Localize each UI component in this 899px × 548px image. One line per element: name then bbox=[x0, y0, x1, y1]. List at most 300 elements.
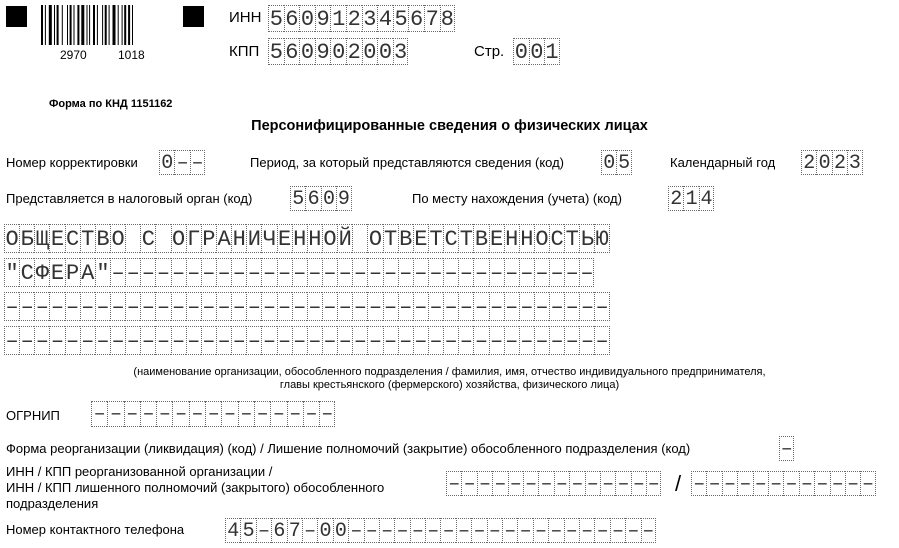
char-cell: – bbox=[383, 326, 398, 355]
char-cell: О bbox=[367, 224, 382, 253]
char-cell: – bbox=[231, 326, 246, 355]
phone-label: Номер контактного телефона bbox=[6, 522, 185, 537]
char-cell: – bbox=[443, 258, 458, 287]
barcode-bar bbox=[105, 5, 107, 45]
char-cell: – bbox=[549, 292, 564, 321]
char-cell: Б bbox=[19, 224, 34, 253]
char-cell: – bbox=[458, 292, 473, 321]
char-cell: – bbox=[186, 292, 201, 321]
inn-label: ИНН bbox=[229, 9, 262, 26]
char-cell: – bbox=[261, 258, 276, 287]
char-cell: Р bbox=[65, 258, 80, 287]
char-cell: – bbox=[594, 326, 609, 355]
char-cell: 2 bbox=[832, 150, 847, 175]
char-cell: Е bbox=[277, 224, 292, 253]
char-cell: – bbox=[446, 471, 461, 496]
barcode-bar bbox=[122, 5, 123, 45]
char-cell: 6 bbox=[271, 518, 286, 543]
char-cell: 0 bbox=[300, 40, 315, 65]
ogrnip-label: ОГРНИП bbox=[6, 408, 60, 423]
char-cell: – bbox=[49, 326, 64, 355]
reorg-grid[interactable] bbox=[779, 436, 794, 461]
char-cell: – bbox=[246, 258, 261, 287]
correction-grid[interactable] bbox=[159, 150, 205, 175]
location-grid[interactable] bbox=[668, 186, 714, 211]
char-cell: Щ bbox=[34, 224, 49, 253]
char-cell: – bbox=[307, 258, 322, 287]
char-cell: – bbox=[625, 518, 640, 543]
char-cell: – bbox=[201, 326, 216, 355]
char-cell: – bbox=[519, 292, 534, 321]
char-cell: – bbox=[125, 292, 140, 321]
char-cell: – bbox=[456, 518, 471, 543]
char-cell: – bbox=[140, 326, 155, 355]
char-cell: Е bbox=[49, 224, 64, 253]
char-cell: – bbox=[398, 292, 413, 321]
char-cell: – bbox=[458, 258, 473, 287]
char-cell: – bbox=[270, 401, 286, 427]
org-name-caption-line-2: главы крестьянского (фермерского) хозяйства, физического лица) bbox=[279, 379, 620, 391]
char-cell: Н bbox=[292, 224, 307, 253]
char-cell: – bbox=[302, 518, 317, 543]
char-cell: 0 bbox=[816, 150, 831, 175]
barcode-bar bbox=[81, 5, 84, 45]
char-cell: – bbox=[367, 326, 382, 355]
char-cell: 2 bbox=[801, 150, 816, 175]
char-cell: – bbox=[477, 471, 492, 496]
char-cell: – bbox=[352, 258, 367, 287]
char-cell: 5 bbox=[269, 40, 283, 65]
inn-grid[interactable] bbox=[268, 5, 455, 32]
char-cell: – bbox=[322, 292, 337, 321]
char-cell: – bbox=[845, 471, 860, 496]
char-cell: – bbox=[548, 518, 563, 543]
char-cell: – bbox=[124, 401, 140, 427]
char-cell: – bbox=[642, 520, 655, 543]
char-cell: – bbox=[95, 292, 110, 321]
barcode-bar bbox=[128, 5, 130, 45]
char-cell: Т bbox=[80, 224, 95, 253]
char-cell: – bbox=[519, 258, 534, 287]
corner-marker-right bbox=[183, 6, 204, 27]
char-cell bbox=[352, 224, 367, 253]
char-cell: – bbox=[489, 326, 504, 355]
char-cell: 9 bbox=[337, 188, 350, 211]
char-cell: 9 bbox=[316, 40, 330, 65]
char-cell: – bbox=[471, 518, 486, 543]
org-name-row-2[interactable] bbox=[4, 258, 594, 287]
char-cell: – bbox=[379, 518, 394, 543]
char-cell: – bbox=[34, 292, 49, 321]
char-cell: – bbox=[140, 401, 156, 427]
char-cell: – bbox=[125, 258, 140, 287]
char-cell: 0 bbox=[530, 40, 544, 65]
char-cell: – bbox=[814, 471, 829, 496]
char-cell: – bbox=[504, 292, 519, 321]
char-cell: – bbox=[4, 292, 19, 321]
char-cell: – bbox=[722, 471, 737, 496]
char-cell: – bbox=[231, 258, 246, 287]
kpp-grid[interactable] bbox=[268, 38, 408, 65]
char-cell: – bbox=[768, 471, 783, 496]
char-cell: – bbox=[246, 292, 261, 321]
char-cell: 5 bbox=[394, 7, 408, 32]
char-cell: – bbox=[549, 326, 564, 355]
char-cell: – bbox=[49, 292, 64, 321]
form-code: Форма по КНД 1151162 bbox=[49, 98, 173, 110]
char-cell: 0 bbox=[601, 150, 616, 175]
char-cell: – bbox=[110, 292, 125, 321]
char-cell: – bbox=[461, 471, 476, 496]
char-cell: 8 bbox=[440, 7, 454, 32]
reorg-separator: / bbox=[675, 471, 682, 496]
barcode-bar bbox=[45, 5, 46, 45]
char-cell: – bbox=[348, 518, 363, 543]
period-label: Период, за который представляются сведения (код) bbox=[250, 155, 565, 170]
char-cell: Н bbox=[519, 224, 534, 253]
char-cell: Р bbox=[201, 224, 216, 253]
barcode-bar bbox=[67, 5, 68, 45]
char-cell: – bbox=[502, 518, 517, 543]
char-cell: – bbox=[110, 326, 125, 355]
char-cell: Ю bbox=[594, 224, 609, 253]
char-cell: – bbox=[125, 326, 140, 355]
char-cell: – bbox=[519, 326, 534, 355]
char-cell: – bbox=[473, 258, 488, 287]
char-cell: 5 bbox=[269, 7, 283, 32]
char-cell: – bbox=[428, 258, 443, 287]
char-cell: – bbox=[155, 326, 170, 355]
char-cell: С bbox=[140, 224, 155, 253]
ogrnip-grid[interactable] bbox=[91, 401, 335, 427]
location-label: По месту нахождения (учета) (код) bbox=[412, 191, 622, 206]
page-label: Стр. bbox=[474, 43, 505, 60]
char-cell: В bbox=[95, 224, 110, 253]
char-cell: – bbox=[292, 292, 307, 321]
char-cell: – bbox=[780, 438, 793, 461]
barcode-bar bbox=[113, 5, 116, 45]
char-cell: 6 bbox=[285, 7, 299, 32]
char-cell: – bbox=[394, 518, 409, 543]
org-name-row-3[interactable] bbox=[4, 292, 610, 321]
barcode-bar bbox=[54, 5, 55, 45]
char-cell: – bbox=[517, 518, 532, 543]
char-cell: 2 bbox=[668, 186, 683, 211]
reorg-kpp-grid[interactable] bbox=[691, 471, 876, 496]
char-cell: – bbox=[523, 471, 538, 496]
char-cell: А bbox=[80, 258, 95, 287]
char-cell: – bbox=[533, 518, 548, 543]
char-cell: – bbox=[205, 401, 221, 427]
char-cell: – bbox=[398, 326, 413, 355]
char-cell: – bbox=[287, 401, 303, 427]
char-cell: – bbox=[569, 471, 584, 496]
char-cell: – bbox=[292, 258, 307, 287]
char-cell: – bbox=[413, 326, 428, 355]
org-name-row-4[interactable] bbox=[4, 326, 610, 355]
reorg-inn-grid[interactable] bbox=[446, 471, 661, 496]
char-cell: – bbox=[277, 292, 292, 321]
char-cell: 0 bbox=[378, 40, 393, 65]
char-cell: – bbox=[489, 292, 504, 321]
char-cell: – bbox=[410, 518, 425, 543]
char-cell: – bbox=[579, 292, 594, 321]
char-cell: – bbox=[171, 292, 186, 321]
tax-authority-grid[interactable] bbox=[290, 186, 352, 211]
char-cell: – bbox=[830, 471, 845, 496]
reorg-inn-label-3: подразделения bbox=[6, 496, 99, 511]
char-cell: – bbox=[861, 473, 874, 496]
char-cell: – bbox=[367, 292, 382, 321]
char-cell: – bbox=[443, 326, 458, 355]
reorg-label: Форма реорганизации (ликвидация) (код) / Лишение полномочий (закрытие) обособленного подразделения (код) bbox=[6, 441, 691, 456]
char-cell: – bbox=[737, 471, 752, 496]
char-cell: О bbox=[110, 224, 125, 253]
char-cell: 5 bbox=[618, 152, 631, 175]
char-cell: – bbox=[398, 258, 413, 287]
char-cell: 2 bbox=[347, 7, 361, 32]
char-cell: С bbox=[65, 224, 80, 253]
char-cell: Т bbox=[428, 224, 443, 253]
char-cell: Ь bbox=[579, 224, 594, 253]
char-cell: 0 bbox=[363, 40, 377, 65]
char-cell: – bbox=[140, 258, 155, 287]
char-cell: – bbox=[172, 401, 188, 427]
char-cell: 6 bbox=[285, 40, 299, 65]
char-cell: – bbox=[65, 326, 80, 355]
char-cell: 4 bbox=[225, 518, 240, 543]
char-cell: 0 bbox=[514, 40, 528, 65]
char-cell: – bbox=[107, 401, 123, 427]
char-cell: 1 bbox=[683, 186, 698, 211]
kpp-label: КПП bbox=[229, 43, 260, 60]
char-cell: Е bbox=[49, 258, 64, 287]
char-cell: 0 bbox=[321, 186, 336, 211]
char-cell: В bbox=[398, 224, 413, 253]
char-cell: – bbox=[254, 401, 270, 427]
char-cell: – bbox=[534, 258, 549, 287]
char-cell: 6 bbox=[410, 7, 424, 32]
barcode bbox=[41, 5, 166, 45]
char-cell: – bbox=[564, 258, 579, 287]
page-title: Персонифицированные сведения о физических лицах bbox=[251, 118, 648, 134]
char-cell: – bbox=[201, 258, 216, 287]
char-cell: 0 bbox=[300, 7, 315, 32]
char-cell: – bbox=[383, 258, 398, 287]
char-cell: – bbox=[615, 471, 630, 496]
char-cell: – bbox=[216, 292, 231, 321]
char-cell: С bbox=[19, 258, 34, 287]
reorg-inn-label-1: ИНН / КПП реорганизованной организации / bbox=[6, 464, 273, 479]
char-cell: – bbox=[19, 326, 34, 355]
char-cell: – bbox=[65, 292, 80, 321]
char-cell: – bbox=[706, 471, 721, 496]
char-cell: – bbox=[337, 292, 352, 321]
char-cell: – bbox=[277, 258, 292, 287]
char-cell: – bbox=[631, 471, 646, 496]
corner-marker-left bbox=[6, 6, 27, 27]
char-cell: 9 bbox=[316, 7, 330, 32]
page-grid[interactable] bbox=[513, 38, 560, 65]
char-cell: – bbox=[579, 518, 594, 543]
reorg-inn-label-2: ИНН / КПП лишенного полномочий (закрытого) обособленного bbox=[6, 480, 385, 495]
char-cell: – bbox=[189, 401, 205, 427]
char-cell: Н bbox=[504, 224, 519, 253]
char-cell: – bbox=[443, 292, 458, 321]
char-cell: – bbox=[140, 292, 155, 321]
char-cell: – bbox=[489, 258, 504, 287]
char-cell: О bbox=[534, 224, 549, 253]
char-cell: – bbox=[186, 258, 201, 287]
char-cell: – bbox=[156, 401, 172, 427]
char-cell: – bbox=[413, 258, 428, 287]
char-cell: – bbox=[564, 326, 579, 355]
char-cell: – bbox=[91, 401, 107, 427]
char-cell: – bbox=[171, 258, 186, 287]
char-cell: 1 bbox=[545, 40, 559, 65]
barcode-number-2: 1018 bbox=[118, 48, 145, 62]
char-cell: – bbox=[428, 292, 443, 321]
phone-grid[interactable] bbox=[225, 518, 656, 543]
char-cell: – bbox=[428, 326, 443, 355]
char-cell: – bbox=[174, 150, 189, 175]
char-cell bbox=[125, 224, 140, 253]
char-cell: Е bbox=[413, 224, 428, 253]
char-cell: – bbox=[201, 292, 216, 321]
char-cell: Ф bbox=[34, 258, 49, 287]
char-cell: И bbox=[246, 224, 261, 253]
char-cell: – bbox=[19, 292, 34, 321]
barcode-bar bbox=[70, 5, 72, 45]
char-cell: – bbox=[504, 258, 519, 287]
char-cell: – bbox=[322, 258, 337, 287]
char-cell: 5 bbox=[290, 186, 305, 211]
char-cell: – bbox=[34, 326, 49, 355]
char-cell: – bbox=[753, 471, 768, 496]
barcode-bar bbox=[62, 5, 63, 45]
char-cell: 0 bbox=[332, 40, 346, 65]
char-cell: Е bbox=[489, 224, 504, 253]
barcode-bar bbox=[49, 5, 52, 45]
char-cell bbox=[155, 224, 170, 253]
char-cell: – bbox=[579, 326, 594, 355]
char-cell: О bbox=[171, 224, 186, 253]
char-cell: – bbox=[221, 401, 237, 427]
char-cell: – bbox=[319, 401, 335, 427]
correction-label: Номер корректировки bbox=[6, 155, 138, 170]
char-cell: – bbox=[534, 292, 549, 321]
char-cell: – bbox=[352, 292, 367, 321]
char-cell: " bbox=[95, 258, 110, 287]
barcode-bar bbox=[87, 5, 88, 45]
char-cell: 6 bbox=[305, 186, 320, 211]
char-cell: – bbox=[277, 326, 292, 355]
char-cell: – bbox=[110, 258, 125, 287]
char-cell: – bbox=[216, 258, 231, 287]
char-cell: 4 bbox=[378, 7, 393, 32]
char-cell: – bbox=[307, 292, 322, 321]
char-cell: О bbox=[4, 224, 19, 253]
char-cell: 7 bbox=[425, 7, 439, 32]
char-cell: – bbox=[246, 326, 261, 355]
barcode-bar bbox=[132, 5, 133, 45]
char-cell: 4 bbox=[700, 188, 713, 211]
char-cell: 3 bbox=[393, 40, 408, 65]
char-cell: – bbox=[473, 292, 488, 321]
char-cell: – bbox=[594, 292, 609, 321]
char-cell: – bbox=[534, 326, 549, 355]
char-cell: Г bbox=[186, 224, 201, 253]
char-cell: – bbox=[504, 326, 519, 355]
char-cell: – bbox=[473, 326, 488, 355]
barcode-bar bbox=[124, 5, 126, 45]
char-cell: – bbox=[238, 401, 254, 427]
barcode-bar bbox=[77, 5, 79, 45]
char-cell: – bbox=[538, 471, 553, 496]
char-cell: Н bbox=[307, 224, 322, 253]
char-cell: 2 bbox=[347, 40, 361, 65]
char-cell: – bbox=[261, 326, 276, 355]
char-cell: 3 bbox=[363, 7, 377, 32]
year-grid[interactable] bbox=[801, 150, 863, 175]
char-cell: С bbox=[443, 224, 458, 253]
char-cell: – bbox=[440, 518, 455, 543]
char-cell: – bbox=[231, 292, 246, 321]
char-cell: – bbox=[585, 471, 600, 496]
char-cell: – bbox=[413, 292, 428, 321]
char-cell: – bbox=[307, 326, 322, 355]
barcode-bar bbox=[102, 5, 103, 45]
char-cell: 7 bbox=[287, 518, 302, 543]
char-cell: – bbox=[554, 471, 569, 496]
org-name-caption-line-1: (наименование организации, обособленного подразделения / фамилия, имя, отчество индивидуального предпринимателя, bbox=[133, 366, 766, 378]
period-grid[interactable] bbox=[601, 150, 632, 175]
char-cell: – bbox=[425, 518, 440, 543]
char-cell: " bbox=[4, 258, 19, 287]
barcode-bar bbox=[57, 5, 59, 45]
char-cell: – bbox=[322, 326, 337, 355]
char-cell: – bbox=[610, 518, 625, 543]
char-cell: Т bbox=[458, 224, 473, 253]
char-cell: – bbox=[191, 152, 204, 175]
org-name-row-1[interactable] bbox=[4, 224, 610, 253]
char-cell: – bbox=[155, 292, 170, 321]
char-cell: – bbox=[352, 326, 367, 355]
barcode-bar bbox=[118, 5, 119, 45]
char-cell: 0 bbox=[317, 518, 332, 543]
char-cell: 0 bbox=[159, 150, 174, 175]
char-cell: – bbox=[364, 518, 379, 543]
char-cell: О bbox=[322, 224, 337, 253]
char-cell: 1 bbox=[332, 7, 346, 32]
char-cell: С bbox=[549, 224, 564, 253]
org-name-caption bbox=[0, 366, 899, 392]
char-cell: 0 bbox=[333, 518, 348, 543]
char-cell: – bbox=[261, 292, 276, 321]
char-cell: – bbox=[186, 326, 201, 355]
year-label: Календарный год bbox=[670, 155, 776, 170]
char-cell: В bbox=[473, 224, 488, 253]
char-cell: – bbox=[487, 518, 502, 543]
char-cell: – bbox=[292, 326, 307, 355]
tax-authority-label: Представляется в налоговый орган (код) bbox=[6, 191, 253, 206]
char-cell: – bbox=[4, 326, 19, 355]
char-cell: – bbox=[564, 518, 579, 543]
char-cell: – bbox=[216, 326, 231, 355]
char-cell: – bbox=[383, 292, 398, 321]
barcode-bar bbox=[89, 5, 90, 45]
barcode-bar bbox=[74, 5, 75, 45]
